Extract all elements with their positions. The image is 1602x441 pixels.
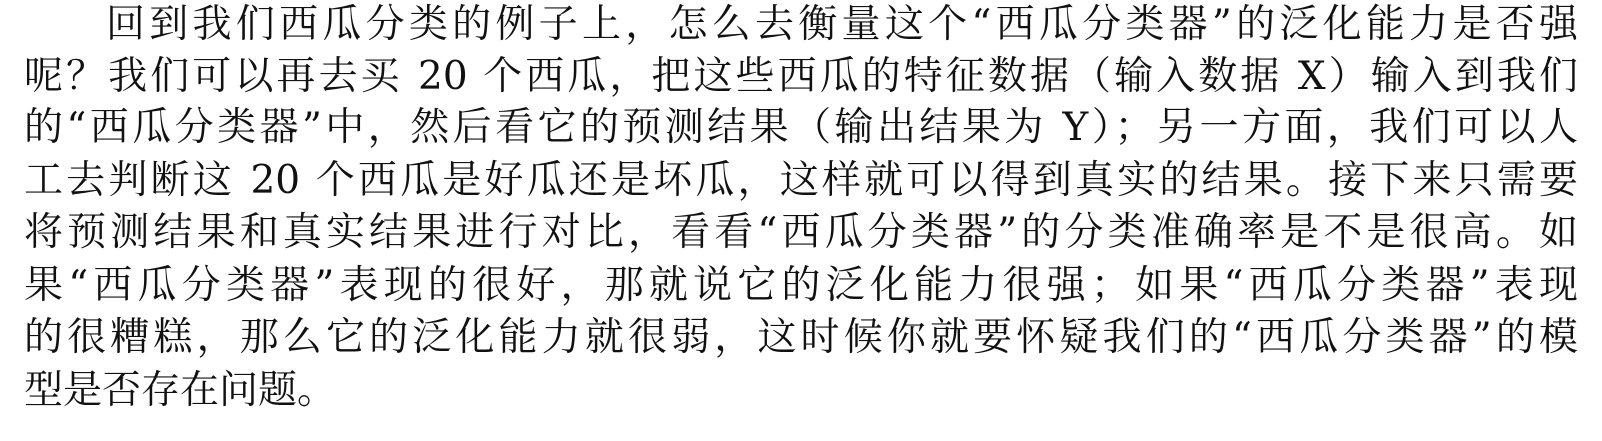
body-paragraph — [24, 0, 1578, 441]
paragraph-line-4: 工去判断这 20 个西瓜是好瓜还是坏瓜，这样就可以得到真实的结果。接下来只需要 — [24, 158, 1578, 203]
paragraph-line-6: 果“西瓜分类器”表现的很好，那就说它的泛化能力很强；如果“西瓜分类器”表现 — [24, 263, 1578, 308]
paragraph-line-7: 的很糟糕，那么它的泛化能力就很弱，这时候你就要怀疑我们的“西瓜分类器”的模 — [24, 315, 1578, 360]
paragraph-line-8: 型是否存在问题。 — [24, 368, 337, 413]
paragraph-line-2: 呢？我们可以再去买 20 个西瓜，把这些西瓜的特征数据（输入数据 X）输入到我们 — [24, 54, 1578, 99]
paragraph-line-5: 将预测结果和真实结果进行对比，看看“西瓜分类器”的分类准确率是不是很高。如 — [24, 210, 1578, 255]
paragraph-line-1: 回到我们西瓜分类的例子上，怎么去衡量这个“西瓜分类器”的泛化能力是否强 — [106, 2, 1578, 47]
paragraph-line-3: 的“西瓜分类器”中，然后看它的预测结果（输出结果为 Y）；另一方面，我们可以人 — [24, 105, 1578, 150]
